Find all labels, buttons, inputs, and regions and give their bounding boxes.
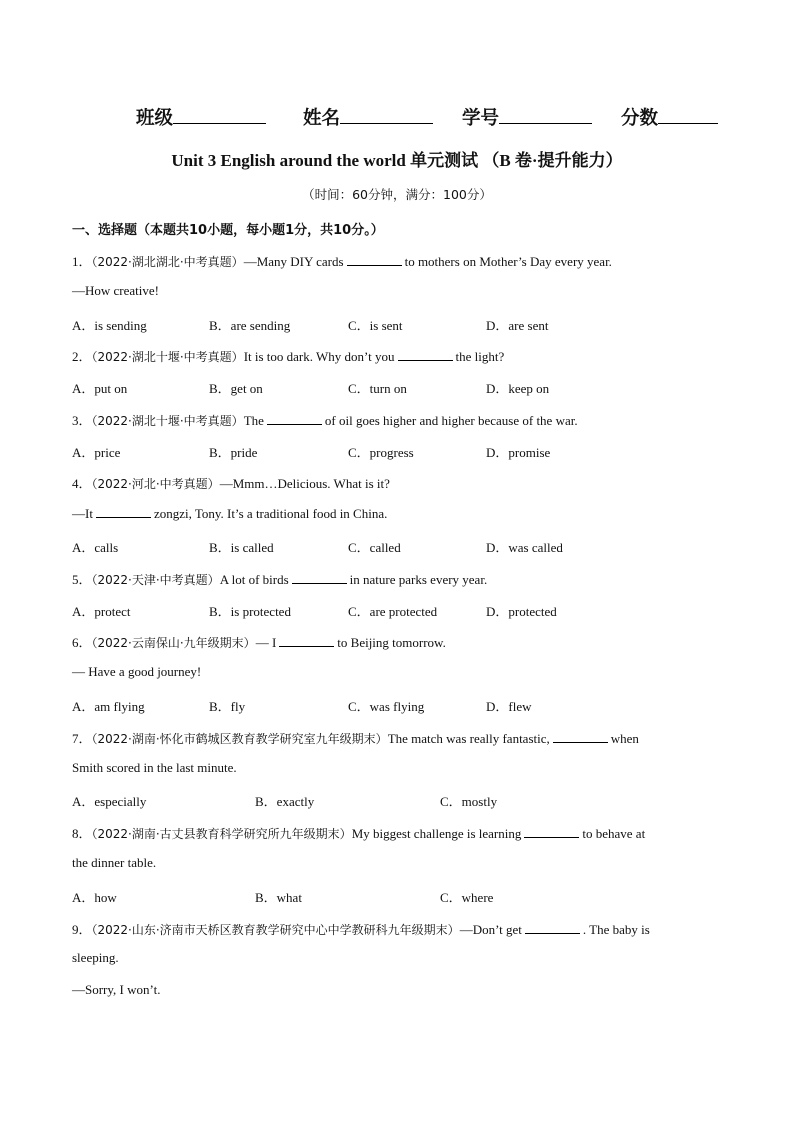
- question-8: [72, 823, 645, 842]
- name-label: 姓名: [303, 108, 341, 129]
- question-number: 4．: [72, 476, 92, 491]
- question-7: [72, 728, 639, 747]
- question-9: [72, 919, 650, 938]
- question-6-response: — Have a good journey!: [72, 664, 202, 679]
- q2-option-a[interactable]: A．put on: [72, 381, 128, 396]
- question-text: to behave at: [582, 826, 646, 841]
- answer-blank[interactable]: [398, 348, 453, 361]
- q6-option-c[interactable]: C．was flying: [348, 699, 425, 714]
- question-text: in nature parks every year.: [349, 572, 488, 587]
- question-source: （2022·天津·中考真题）: [91, 573, 220, 587]
- question-text: zongzi, Tony. It’s a traditional food in China.: [153, 506, 388, 521]
- exam-time-info: （时间：60分钟，满分：100分）: [302, 187, 492, 202]
- score-blank[interactable]: [658, 105, 718, 124]
- question-number: 9．: [72, 922, 92, 937]
- question-source: （2022·湖北湖北·中考真题）: [91, 255, 244, 269]
- q6-option-b[interactable]: B．fly: [209, 699, 246, 714]
- q2-option-c[interactable]: C．turn on: [348, 381, 407, 396]
- question-6: [72, 632, 446, 651]
- q5-option-b[interactable]: B．is protected: [209, 604, 291, 619]
- q1-option-c[interactable]: C．is sent: [348, 318, 403, 333]
- question-number: 6．: [72, 635, 92, 650]
- question-text: to Beijing tomorrow.: [337, 635, 446, 650]
- question-text: to mothers on Mother’s Day every year.: [404, 254, 612, 269]
- q5-option-d[interactable]: D．protected: [486, 604, 557, 619]
- question-source: （2022·山东·济南市天桥区教育教学研究中心中学教研科九年级期末）: [91, 923, 460, 937]
- question-9-response: —Sorry, I won’t.: [72, 982, 161, 997]
- question-number: 7．: [72, 731, 92, 746]
- class-field: [136, 104, 266, 130]
- question-1-response: —How creative!: [72, 283, 159, 298]
- question-9-continued: sleeping.: [72, 950, 119, 965]
- question-text: —Mmm…Delicious. What is it?: [219, 476, 390, 491]
- question-text: —Don’t get: [459, 922, 522, 937]
- q8-option-b[interactable]: B．what: [255, 890, 302, 905]
- q6-option-d[interactable]: D．flew: [486, 699, 532, 714]
- q1-option-b[interactable]: B．are sending: [209, 318, 291, 333]
- q2-option-d[interactable]: D．keep on: [486, 381, 550, 396]
- question-8-continued: the dinner table.: [72, 855, 157, 870]
- question-source: （2022·湖北十堰·中考真题）: [91, 350, 244, 364]
- answer-blank[interactable]: [96, 505, 151, 518]
- student-id-blank[interactable]: [499, 105, 592, 124]
- question-number: 2．: [72, 349, 92, 364]
- q1-option-a[interactable]: A．is sending: [72, 318, 147, 333]
- question-4-line-2: [72, 505, 387, 522]
- question-text: The match was really fantastic,: [387, 731, 550, 746]
- student-id-label: 学号: [462, 108, 500, 129]
- answer-blank[interactable]: [347, 253, 402, 266]
- q3-option-d[interactable]: D．promise: [486, 445, 551, 460]
- answer-blank[interactable]: [525, 921, 580, 934]
- q5-option-c[interactable]: C．are protected: [348, 604, 438, 619]
- question-text: . The baby is: [582, 922, 650, 937]
- question-text: when: [610, 731, 639, 746]
- question-text: My biggest challenge is learning: [351, 826, 522, 841]
- question-text: The: [243, 413, 264, 428]
- question-3: [72, 410, 578, 429]
- question-text: —It: [72, 506, 93, 521]
- q4-option-d[interactable]: D．was called: [486, 540, 563, 555]
- answer-blank[interactable]: [267, 412, 322, 425]
- q4-option-b[interactable]: B．is called: [209, 540, 274, 555]
- question-1: [72, 251, 612, 270]
- q1-option-d[interactable]: D．are sent: [486, 318, 549, 333]
- answer-blank[interactable]: [279, 634, 334, 647]
- answer-blank[interactable]: [292, 571, 347, 584]
- question-text: —Many DIY cards: [243, 254, 344, 269]
- question-5: [72, 569, 487, 588]
- q3-option-b[interactable]: B．pride: [209, 445, 258, 460]
- q4-option-c[interactable]: C．called: [348, 540, 401, 555]
- name-field: [303, 104, 433, 130]
- q7-option-b[interactable]: B．exactly: [255, 794, 315, 809]
- question-text: — I: [255, 635, 277, 650]
- score-label: 分数: [621, 108, 659, 129]
- question-source: （2022·湖北十堰·中考真题）: [91, 414, 244, 428]
- class-label: 班级: [136, 108, 174, 129]
- question-4: [72, 473, 390, 492]
- answer-blank[interactable]: [524, 825, 579, 838]
- student-id-field: [462, 104, 592, 130]
- question-source: （2022·湖南·古丈县教育科学研究所九年级期末）: [91, 827, 352, 841]
- question-text: A lot of birds: [219, 572, 289, 587]
- name-blank[interactable]: [340, 105, 433, 124]
- question-7-continued: Smith scored in the last minute.: [72, 760, 237, 775]
- q5-option-a[interactable]: A．protect: [72, 604, 131, 619]
- q4-option-a[interactable]: A．calls: [72, 540, 119, 555]
- question-source: （2022·云南保山·九年级期末）: [91, 636, 256, 650]
- page-title: Unit 3 English around the world 单元测试 （B 卷·提升能力）: [171, 151, 623, 170]
- question-number: 3．: [72, 413, 92, 428]
- q2-option-b[interactable]: B．get on: [209, 381, 263, 396]
- question-2: [72, 346, 504, 365]
- q7-option-c[interactable]: C．mostly: [440, 794, 498, 809]
- q6-option-a[interactable]: A．am flying: [72, 699, 145, 714]
- question-text: It is too dark. Why don’t you: [243, 349, 395, 364]
- q3-option-a[interactable]: A．price: [72, 445, 121, 460]
- answer-blank[interactable]: [553, 730, 608, 743]
- section-title: 一、选择题（本题共10小题，每小题1分，共10分。）: [72, 223, 384, 238]
- q7-option-a[interactable]: A．especially: [72, 794, 147, 809]
- question-number: 1．: [72, 254, 92, 269]
- question-number: 5．: [72, 572, 92, 587]
- q8-option-a[interactable]: A．how: [72, 890, 117, 905]
- question-source: （2022·河北·中考真题）: [91, 477, 220, 491]
- question-text: of oil goes higher and higher because of the war.: [324, 413, 578, 428]
- question-source: （2022·湖南·怀化市鹤城区教育教学研究室九年级期末）: [91, 732, 388, 746]
- question-text: the light?: [455, 349, 505, 364]
- class-blank[interactable]: [173, 105, 266, 124]
- q8-option-c[interactable]: C．where: [440, 890, 494, 905]
- q3-option-c[interactable]: C．progress: [348, 445, 414, 460]
- score-field: [621, 104, 718, 130]
- question-number: 8．: [72, 826, 92, 841]
